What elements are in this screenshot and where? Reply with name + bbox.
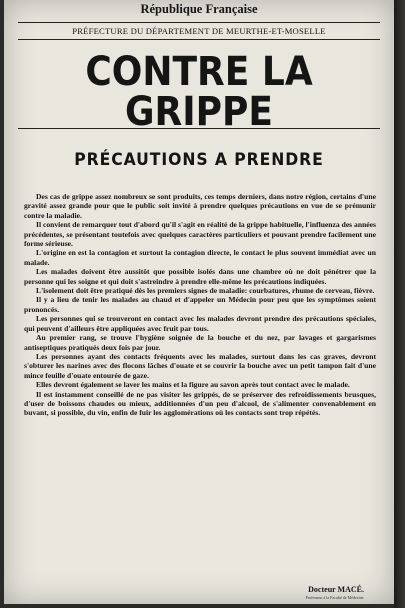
title-divider: [18, 128, 380, 129]
paragraph: L'origine en est la contagion et surtout la contagion directe, le contact le plus souvent immédiat avec un malade.: [24, 248, 376, 267]
signature-name: Docteur MACÉ.: [308, 585, 364, 594]
paragraph: Il y a lieu de tenir les malades au chaud et d'appeler un Médecin pour peu que les symptômes soient prononcés.: [24, 295, 376, 314]
paragraph: Les malades doivent être aussitôt que possible isolés dans une chambre où ne doit pénétrer que la personne qui les soigne et qui doit s'astreindre à prendre elle-même les précautions indiquées.: [24, 267, 376, 286]
poster-title: CONTRE LA GRIPPE: [85, 49, 313, 135]
paragraph: Au premier rang, se trouve l'hygiène soignée de la bouche et du nez, par lavages et gargarismes antiseptiques pratiqués deux fois par jour.: [24, 333, 376, 352]
prefecture-header: PRÉFECTURE DU DÉPARTEMENT DE MEURTHE-ET-MOSELLE: [18, 22, 380, 40]
paragraph: L'isolement doit être pratiqué dès les premiers signes de maladie: courbatures, rhume de cerveau, fièvre.: [36, 286, 375, 296]
paragraph: Elles devront également se laver les mains et la figure au savon après tout contact avec le malade.: [36, 380, 350, 390]
republic-header: République Française: [140, 2, 258, 16]
signature-note: Professeur à la Faculté de Médecine.: [305, 595, 365, 600]
poster-body: [24, 192, 376, 418]
paragraph: Les personnes ayant des contacts fréquents avec les malades, surtout dans les cas graves, devront s'obturer les narines avec des flocons lâches d'ouate et se couvrir la bouche avec un petit tampon fait d'une mince feuille d'ouate entourée de gaze.: [24, 351, 376, 380]
paragraph: Des cas de grippe assez nombreux se sont produits, ces temps derniers, dans notre région, certains d'une gravité assez grande pour que le public soit invité à prendre quelques précautions en vue de se prémunir contre la maladie.: [24, 192, 376, 220]
photo-edge: [394, 0, 405, 608]
poster: [4, 0, 394, 604]
paragraph: Il convient de remarquer tout d'abord qu'il s'agit en réalité de la grippe habituelle, l'influenza des années précédentes, se présentant toutefois avec quelques caractères particuliers et pouvant prendre facilement une forme sérieuse.: [24, 220, 376, 249]
paragraph: Les personnes qui se trouveront en contact avec les malades devront prendre des précautions spéciales, qui peuvent d'ailleurs être appliquées avec fruit par tous.: [24, 314, 376, 333]
paragraph: Il est instamment conseillé de ne pas visiter les grippés, de se préserver des refroidissements brusques, d'user de boissons chaudes ou mieux, additionnées d'un peu d'alcool, de s'alimenter convenablement en buvant, si possible, du vin, enfin de fuir les agglomérations où les contacts sont trop répétés.: [24, 389, 376, 418]
poster-subtitle: PRÉCAUTIONS A PRENDRE: [74, 150, 324, 170]
